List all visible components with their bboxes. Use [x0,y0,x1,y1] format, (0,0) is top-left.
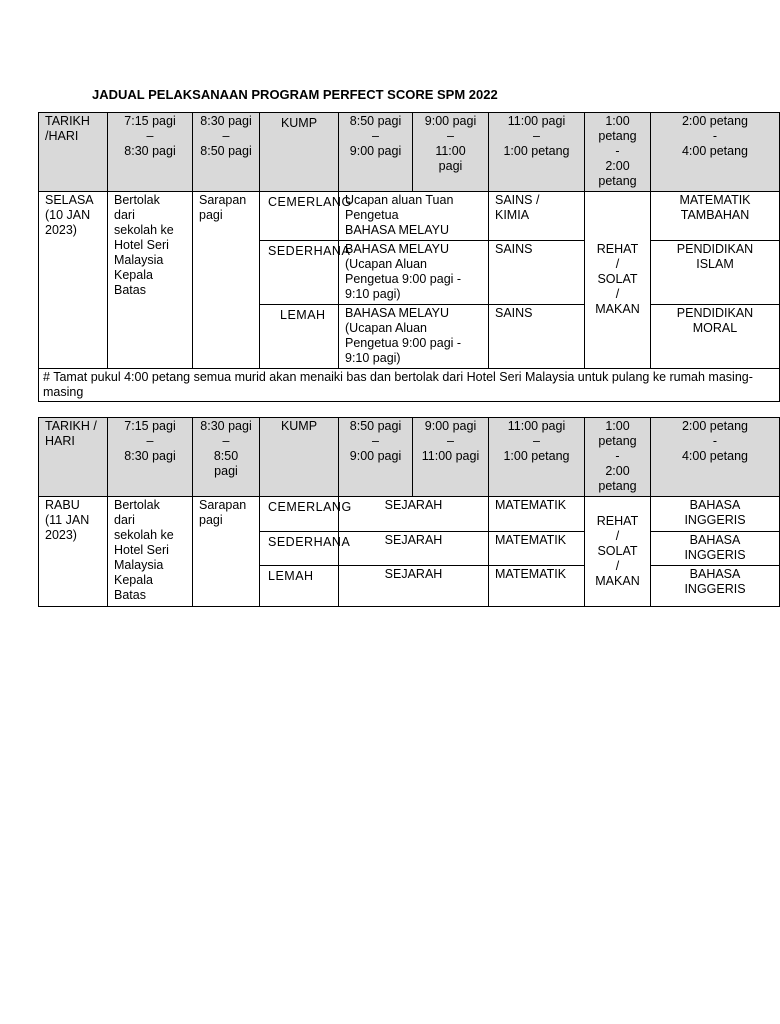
cell-line: Bertolak [114,193,160,207]
cell-line: dari [114,513,135,527]
header-time-0830 [193,418,260,497]
cell-line: - [712,434,718,448]
cell-line: (Ucapan Aluan [345,321,428,335]
cell-line: ISLAM [696,257,734,271]
cell-line: 9:00 pagi [424,419,477,433]
cell-line: pagi [214,464,238,478]
cell-line: - [712,129,718,143]
cell-line: - [615,449,620,463]
header-time-0715 [108,418,193,497]
cell-line: 8:30 pagi [200,114,252,128]
header-date [39,113,108,192]
cell-line: Ucapan aluan Tuan [345,193,454,207]
morning-session [339,566,489,607]
cell-line: 8:50 pagi [349,419,402,433]
header-time-1100 [489,418,585,497]
header-time-0900 [413,418,489,497]
group-label: SEDERHANA [260,532,339,566]
session-1100 [489,192,585,241]
cell-line: BAHASA MELAYU [345,306,449,320]
cell-line: INGGERIS [684,582,746,596]
cell-line: TARIKH / [45,419,97,433]
cell-line: - [615,144,620,158]
cell-line: 8:30 pagi [124,144,176,158]
cell-line: dari [114,208,135,222]
cell-line: 4:00 petang [681,449,749,463]
cell-line: Bertolak [114,498,160,512]
cell-line: SOLAT [597,272,638,286]
group-label: LEMAH [260,566,339,607]
cell-line: PENDIDIKAN [676,306,754,320]
cell-line: SEJARAH [384,533,443,547]
cell-line: 2023) [45,528,77,542]
cell-line: petang [598,174,637,188]
cell-line: SAINS [495,306,533,320]
cell-line: MATEMATIK [679,193,751,207]
cell-line: MORAL [692,321,738,335]
cell-line: INGGERIS [684,548,746,562]
cell-line: MAKAN [595,573,640,588]
cell-line: – [372,129,379,143]
cell-line: MATEMATIK [495,533,567,547]
cell-line: BAHASA [689,498,741,512]
session-1100 [489,241,585,305]
cell-line: MATEMATIK [495,498,567,512]
schedule-table-rabu [38,417,780,607]
header-date [39,418,108,497]
cell-line: sekolah ke [114,223,174,237]
session-1100 [489,532,585,566]
header-time-1100 [489,113,585,192]
session-1400 [651,192,780,241]
session-1400 [651,532,780,566]
session-1400 [651,566,780,607]
header-time-1300 [585,418,651,497]
header-time-0850 [339,418,413,497]
cell-line: 8:30 pagi [200,419,252,433]
cell-line: TARIKH [45,114,90,128]
cell-line: MATEMATIK [495,567,567,581]
header-kump: KUMP [260,418,339,497]
cell-line: SOLAT [597,543,638,558]
cell-line: 8:50 pagi [200,144,252,158]
header-time-0830 [193,113,260,192]
cell-line: Hotel Seri [114,543,169,557]
session-1100 [489,497,585,532]
header-time-1400 [651,113,780,192]
morning-session [339,305,489,369]
note-row [39,369,780,402]
morning-session [339,532,489,566]
cell-line: Pengetua [345,208,399,222]
cell-line: Pengetua 9:00 pagi - [345,336,462,350]
cell-line: Pengetua 9:00 pagi - [345,272,462,286]
cell-line: 4:00 petang [681,144,749,158]
group-label: SEDERHANA [260,241,339,305]
cell-line: SEJARAH [384,567,443,581]
cell-line: REHAT [596,513,639,528]
header-row [39,418,780,497]
cell-line: 9:10 pagi) [345,351,401,365]
cell-line: Batas [114,283,146,297]
cell-line: Kepala [114,268,153,282]
cell-line: / [615,287,620,301]
cell-line: 1:00 petang [503,449,570,463]
cell-line: petang [598,479,637,493]
cell-line: 1:00 petang [503,144,570,158]
session-1100 [489,566,585,607]
cell-line: Batas [114,588,146,602]
cell-line: / [615,558,620,573]
cell-line: SEJARAH [384,498,443,512]
group-label: LEMAH [260,305,339,369]
breakfast-cell [193,192,260,369]
cell-line: 7:15 pagi [124,419,176,433]
cell-line: 11:00 pagi [421,449,480,463]
cell-line: Hotel Seri [114,238,169,252]
cell-line: sekolah ke [114,528,174,542]
schedule-table-selasa [38,112,780,402]
header-time-1400 [651,418,780,497]
cell-line: – [146,129,154,143]
rehat-cell [585,497,651,607]
cell-line: petang [598,434,637,448]
cell-line: 1:00 [605,419,630,433]
cell-line: HARI [45,434,75,448]
rehat-cell [585,192,651,369]
cell-line: 8:30 pagi [124,449,176,463]
cell-line: – [447,434,454,448]
cell-line: Kepala [114,573,153,587]
cell-line: Malaysia [114,558,164,572]
cell-line: – [222,129,230,143]
document-title: JADUAL PELAKSANAAN PROGRAM PERFECT SCORE SPM 2022 [92,87,498,102]
cell-line: 8:50 [213,449,239,463]
cell-line: TAMBAHAN [680,208,750,222]
cell-line: – [533,434,540,448]
group-label: CEMERLANG [260,192,339,241]
cell-line: / [615,257,620,271]
group-label: CEMERLANG [260,497,339,532]
cell-line: 11:00 pagi [507,419,566,433]
closing-note: # Tamat pukul 4:00 petang semua murid akan menaiki bas dan bertolak dari Hotel Seri Malaysia untuk pulang ke rumah masing-masing [39,369,780,402]
cell-line: RABU [45,498,80,512]
day-cell [39,497,108,607]
cell-line: 2:00 petang [681,419,749,433]
morning-session [339,192,489,241]
cell-line: BAHASA [689,533,741,547]
cell-line: BAHASA MELAYU [345,223,449,237]
header-time-0900 [413,113,489,192]
cell-line: 9:10 pagi) [345,287,401,301]
cell-line: pagi [438,159,463,173]
morning-session [339,497,489,532]
cell-line: BAHASA [689,567,741,581]
departure-cell [108,497,193,607]
cell-line: / [615,528,620,543]
cell-line: 9:00 pagi [424,114,477,128]
cell-line: KIMIA [495,208,530,222]
cell-line: petang [598,129,637,143]
cell-line: 7:15 pagi [124,114,176,128]
session-1400 [651,497,780,532]
group-row-cemerlang [39,192,780,241]
cell-line: Sarapan [199,498,247,512]
cell-line: – [146,434,154,448]
cell-line: (10 JAN [45,208,91,222]
cell-line: pagi [199,513,223,527]
session-1400 [651,305,780,369]
departure-cell [108,192,193,369]
cell-line: SAINS [495,242,533,256]
cell-line: PENDIDIKAN [676,242,754,256]
header-row [39,113,780,192]
cell-line: 2:00 [605,159,630,173]
session-1400 [651,241,780,305]
cell-line: 1:00 [605,114,630,128]
header-time-0850 [339,113,413,192]
cell-line: 11:00 [435,144,466,158]
cell-line: 2:00 [605,464,630,478]
day-cell [39,192,108,369]
cell-line: – [447,129,454,143]
cell-line: Sarapan [199,193,247,207]
cell-line: 2:00 petang [681,114,749,128]
cell-line: 8:50 pagi [349,114,402,128]
cell-line: 9:00 pagi [349,144,402,158]
cell-line: 2023) [45,223,77,237]
cell-line: (11 JAN [45,513,90,527]
cell-line: Malaysia [114,253,164,267]
cell-line: BAHASA MELAYU [345,242,449,256]
cell-line: MAKAN [595,302,640,316]
cell-line: – [222,434,230,448]
breakfast-cell [193,497,260,607]
morning-session [339,241,489,305]
cell-line: SELASA [45,193,94,207]
header-time-0715 [108,113,193,192]
group-row-cemerlang [39,497,780,532]
cell-line: – [533,129,540,143]
header-time-1300 [585,113,651,192]
cell-line: 11:00 pagi [507,114,566,128]
session-1100 [489,305,585,369]
cell-line: REHAT [596,242,639,256]
cell-line: pagi [199,208,223,222]
cell-line: /HARI [45,129,79,143]
cell-line: – [372,434,379,448]
cell-line: 9:00 pagi [349,449,402,463]
cell-line: (Ucapan Aluan [345,257,428,271]
cell-line: INGGERIS [684,513,746,527]
cell-line: SAINS / [495,193,540,207]
header-kump: KUMP [260,113,339,192]
